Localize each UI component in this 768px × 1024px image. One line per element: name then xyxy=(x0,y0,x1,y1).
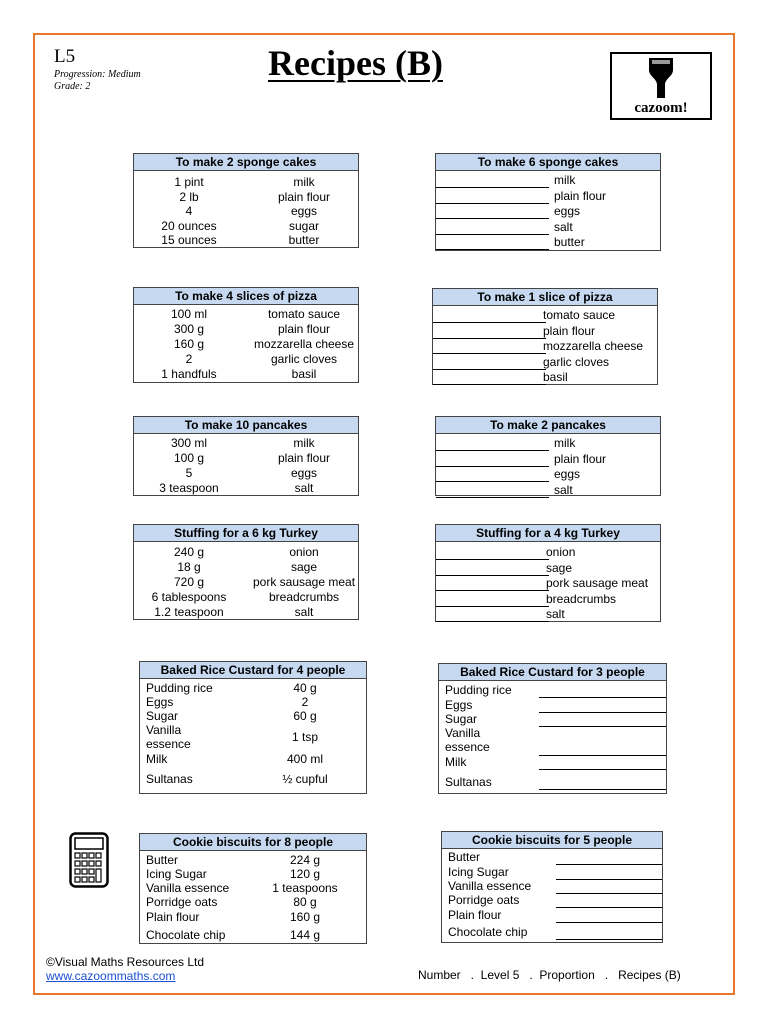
ingredient-row xyxy=(134,605,358,620)
recipe-title: To make 10 pancakes xyxy=(134,417,358,434)
ingredient-row xyxy=(134,322,358,337)
cazoom-logo xyxy=(610,52,712,120)
ingredient-name: plain flour xyxy=(277,322,331,336)
answer-line xyxy=(433,322,546,323)
ingredient-row xyxy=(442,879,662,894)
ingredient-row xyxy=(442,908,662,923)
ingredient-name: Vanilla xyxy=(146,723,182,737)
quantity-value: 120 g xyxy=(289,867,321,881)
quantity-value: 1 tsp xyxy=(291,730,318,744)
recipe-box-pizza-4 xyxy=(133,287,359,383)
recipe-box-turkey-6 xyxy=(133,524,359,620)
grade-label: Grade: 2 xyxy=(54,81,91,92)
ingredient-row xyxy=(439,775,666,790)
ingredient-row xyxy=(134,590,358,605)
ingredient-row xyxy=(134,352,358,367)
answer-line xyxy=(436,497,549,498)
ingredient-name: eggs xyxy=(290,466,318,480)
quantity-value: 3 teaspoon xyxy=(159,481,219,495)
ingredient-name: Milk xyxy=(146,752,168,766)
ingredient-name: mozzarella cheese xyxy=(253,337,355,351)
ingredient-name: basil xyxy=(291,367,317,381)
quantity-value: 144 g xyxy=(289,928,321,942)
ingredient-name: Vanilla essence xyxy=(146,881,230,895)
ingredient-name: Porridge oats xyxy=(146,895,218,909)
ingredient-name: salt xyxy=(554,219,573,234)
ingredient-row xyxy=(140,928,366,943)
ingredient-name: breadcrumbs xyxy=(546,591,617,606)
ingredient-name: plain flour xyxy=(277,189,331,204)
answer-line xyxy=(436,203,549,204)
ingredient-name: basil xyxy=(543,370,568,384)
ingredient-name: salt xyxy=(546,607,565,621)
quantity-value: 20 ounces xyxy=(161,218,217,233)
ingredient-name: Porridge oats xyxy=(448,893,520,907)
ingredient-row xyxy=(140,867,366,882)
page-title: Recipes (B) xyxy=(268,43,443,83)
ingredient-name: garlic cloves xyxy=(543,354,610,369)
ingredient-name: plain flour xyxy=(554,451,607,466)
ingredient-name: Icing Sugar xyxy=(146,867,207,881)
ingredient-name: Sugar xyxy=(146,709,179,723)
quantity-value: 60 g xyxy=(293,709,317,723)
ingredient-name: Chocolate chip xyxy=(146,928,226,942)
ingredient-name-cont: essence xyxy=(445,740,490,754)
ingredient-name: salt xyxy=(294,605,314,619)
answer-line xyxy=(436,621,549,622)
ingredient-name: Icing Sugar xyxy=(448,865,509,879)
recipe-title: Baked Rice Custard for 3 people xyxy=(439,664,666,681)
ingredient-name: eggs xyxy=(290,204,318,218)
quantity-value: 1 pint xyxy=(174,175,204,189)
answer-line xyxy=(436,575,549,576)
answer-line xyxy=(433,353,546,354)
ingredient-row xyxy=(134,219,358,234)
ingredient-name: Sultanas xyxy=(445,775,492,789)
ingredient-row xyxy=(442,925,662,940)
quantity-value: 15 ounces xyxy=(161,233,217,247)
quantity-value: 4 xyxy=(185,204,193,218)
ingredient-name-cont: essence xyxy=(146,737,191,751)
ingredient-row xyxy=(442,850,662,865)
ingredient-name: milk xyxy=(554,436,576,450)
quantity-value: 18 g xyxy=(177,560,201,574)
quantity-value: 6 tablespoons xyxy=(151,590,227,604)
ingredient-row xyxy=(140,881,366,896)
recipe-title: To make 6 sponge cakes xyxy=(436,154,660,171)
recipe-box-pancake-2 xyxy=(435,416,661,496)
answer-line xyxy=(556,922,662,923)
ingredient-row xyxy=(134,466,358,481)
answer-line xyxy=(556,939,662,940)
ingredient-row xyxy=(439,726,666,754)
quantity-value: 160 g xyxy=(289,910,321,924)
ingredient-name: sugar xyxy=(288,218,320,233)
ingredient-name: butter xyxy=(288,233,320,247)
ingredient-row xyxy=(439,683,666,698)
ingredient-name: breadcrumbs xyxy=(268,590,340,604)
recipe-title: To make 4 slices of pizza xyxy=(134,288,358,305)
ingredient-row xyxy=(140,709,366,724)
progression-info xyxy=(54,69,141,93)
ingredient-row xyxy=(442,865,662,880)
answer-line xyxy=(436,559,549,560)
quantity-value: 80 g xyxy=(293,895,317,909)
ingredient-row xyxy=(140,910,366,925)
answer-line xyxy=(433,384,546,385)
ingredient-name: Plain flour xyxy=(448,908,502,922)
footer-left xyxy=(46,955,204,983)
quantity-value: 400 ml xyxy=(286,752,324,766)
quantity-value: 300 g xyxy=(173,322,205,336)
ingredient-name: Sultanas xyxy=(146,772,193,786)
ingredient-name: milk xyxy=(293,175,315,189)
quantity-value: 2 lb xyxy=(179,189,199,204)
quantity-value: 160 g xyxy=(173,337,205,351)
quantity-value: 720 g xyxy=(173,575,205,589)
quantity-value: 1 teaspoons xyxy=(272,881,338,895)
ingredient-name: milk xyxy=(293,436,315,450)
ingredient-row xyxy=(140,723,366,751)
ingredient-name: Vanilla essence xyxy=(448,879,532,893)
recipe-title: Baked Rice Custard for 4 people xyxy=(140,662,366,679)
level-label: L5 xyxy=(54,46,76,67)
logo-text: cazoom! xyxy=(634,100,688,116)
ingredient-row xyxy=(134,190,358,205)
ingredient-name: plain flour xyxy=(277,451,331,465)
ingredient-name: salt xyxy=(554,482,573,497)
answer-line xyxy=(436,466,549,467)
quantity-value: 300 ml xyxy=(170,436,208,450)
recipe-box-sponge-6 xyxy=(435,153,661,251)
ingredient-name: mozzarella cheese xyxy=(543,339,644,353)
ingredient-name: pork sausage meat xyxy=(252,575,356,589)
answer-line xyxy=(436,450,549,451)
ingredient-row xyxy=(134,204,358,219)
answer-line xyxy=(436,590,549,591)
ingredient-name: Butter xyxy=(448,850,481,864)
quantity-value: 1.2 teaspoon xyxy=(154,605,224,619)
recipe-title: Stuffing for a 4 kg Turkey xyxy=(436,525,660,542)
recipe-title: To make 1 slice of pizza xyxy=(433,289,657,306)
ingredient-name: Pudding rice xyxy=(146,681,213,695)
quantity-value: 2 xyxy=(301,695,309,709)
ingredient-name: garlic cloves xyxy=(270,352,338,366)
ingredient-row xyxy=(134,560,358,575)
ingredient-row xyxy=(134,451,358,466)
ingredient-name: Chocolate chip xyxy=(448,925,528,939)
ingredient-name: onion xyxy=(289,545,319,559)
answer-line xyxy=(436,187,549,188)
ingredient-name: onion xyxy=(546,545,576,559)
quantity-value: ½ cupful xyxy=(282,772,328,786)
ingredient-name: tomato sauce xyxy=(267,307,341,321)
ingredient-name: butter xyxy=(554,235,585,249)
answer-line xyxy=(436,234,549,235)
ingredient-name: tomato sauce xyxy=(543,308,616,322)
recipe-box-pizza-1 xyxy=(432,288,658,385)
ingredient-name: plain flour xyxy=(554,188,607,203)
ingredient-row xyxy=(134,233,358,248)
recipe-box-sponge-2 xyxy=(133,153,359,248)
ingredient-name: salt xyxy=(294,481,314,495)
recipe-box-custard-4 xyxy=(139,661,367,794)
recipe-box-custard-3 xyxy=(438,663,667,794)
website-link[interactable]: www.cazoommaths.com xyxy=(46,969,176,983)
calculator-icon xyxy=(69,832,109,888)
ingredient-row xyxy=(439,712,666,727)
ingredient-name: milk xyxy=(554,173,576,187)
recipe-title: To make 2 sponge cakes xyxy=(134,154,358,171)
recipe-box-pancake-10 xyxy=(133,416,359,496)
ingredient-name: eggs xyxy=(554,204,581,218)
recipe-title: To make 2 pancakes xyxy=(436,417,660,434)
quantity-value: 2 xyxy=(185,352,193,366)
ingredient-name: Vanilla xyxy=(445,726,481,740)
recipe-title: Cookie biscuits for 8 people xyxy=(140,834,366,851)
ingredient-name: Sugar xyxy=(445,712,478,726)
answer-line xyxy=(436,249,549,250)
quantity-value: 100 g xyxy=(173,451,205,465)
recipe-box-turkey-4 xyxy=(435,524,661,622)
quantity-value: 40 g xyxy=(293,681,317,695)
ingredient-name: eggs xyxy=(554,467,581,481)
ingredient-row xyxy=(140,681,366,696)
answer-line xyxy=(433,369,546,370)
recipe-box-cookie-8 xyxy=(139,833,367,944)
ingredient-row xyxy=(140,695,366,710)
ingredient-row xyxy=(442,893,662,908)
ingredient-row xyxy=(134,367,358,382)
copyright-text: ©Visual Maths Resources Ltd xyxy=(46,955,205,969)
answer-line xyxy=(436,218,549,219)
recipe-title: Stuffing for a 6 kg Turkey xyxy=(134,525,358,542)
quantity-value: 240 g xyxy=(173,545,205,559)
ingredient-row xyxy=(134,575,358,590)
ingredient-name: Eggs xyxy=(445,698,473,712)
ingredient-name: Butter xyxy=(146,853,179,867)
ingredient-name: Plain flour xyxy=(146,910,200,924)
answer-line xyxy=(436,481,549,482)
ingredient-row xyxy=(140,853,366,868)
ingredient-name: plain flour xyxy=(543,323,596,338)
ingredient-row xyxy=(439,755,666,770)
ingredient-row xyxy=(439,698,666,713)
recipe-box-cookie-5 xyxy=(441,831,663,943)
quantity-value: 224 g xyxy=(289,853,321,867)
drum-icon xyxy=(646,56,676,100)
answer-line xyxy=(436,606,549,607)
progression-label: Progression: Medium xyxy=(54,69,141,80)
ingredient-name: pork sausage meat xyxy=(546,576,649,590)
ingredient-name: Milk xyxy=(445,755,467,769)
ingredient-row xyxy=(134,175,358,190)
ingredient-row xyxy=(134,481,358,496)
quantity-value: 1 handfuls xyxy=(161,367,217,381)
answer-line xyxy=(433,338,546,339)
ingredient-row xyxy=(134,436,358,451)
ingredient-row xyxy=(134,545,358,560)
ingredient-name: sage xyxy=(546,560,573,575)
ingredient-name: Pudding rice xyxy=(445,683,512,697)
quantity-value: 100 ml xyxy=(170,307,208,321)
ingredient-row xyxy=(140,772,366,787)
ingredient-row xyxy=(140,752,366,767)
ingredient-row xyxy=(140,895,366,910)
ingredient-row xyxy=(134,307,358,322)
footer-breadcrumb: Number . Level 5 . Proportion . Recipes (B) xyxy=(418,968,681,982)
quantity-value: 5 xyxy=(185,466,193,480)
recipe-title: Cookie biscuits for 5 people xyxy=(442,832,662,849)
ingredient-name: Eggs xyxy=(146,695,174,709)
ingredient-row xyxy=(134,337,358,352)
ingredient-name: sage xyxy=(290,560,318,574)
